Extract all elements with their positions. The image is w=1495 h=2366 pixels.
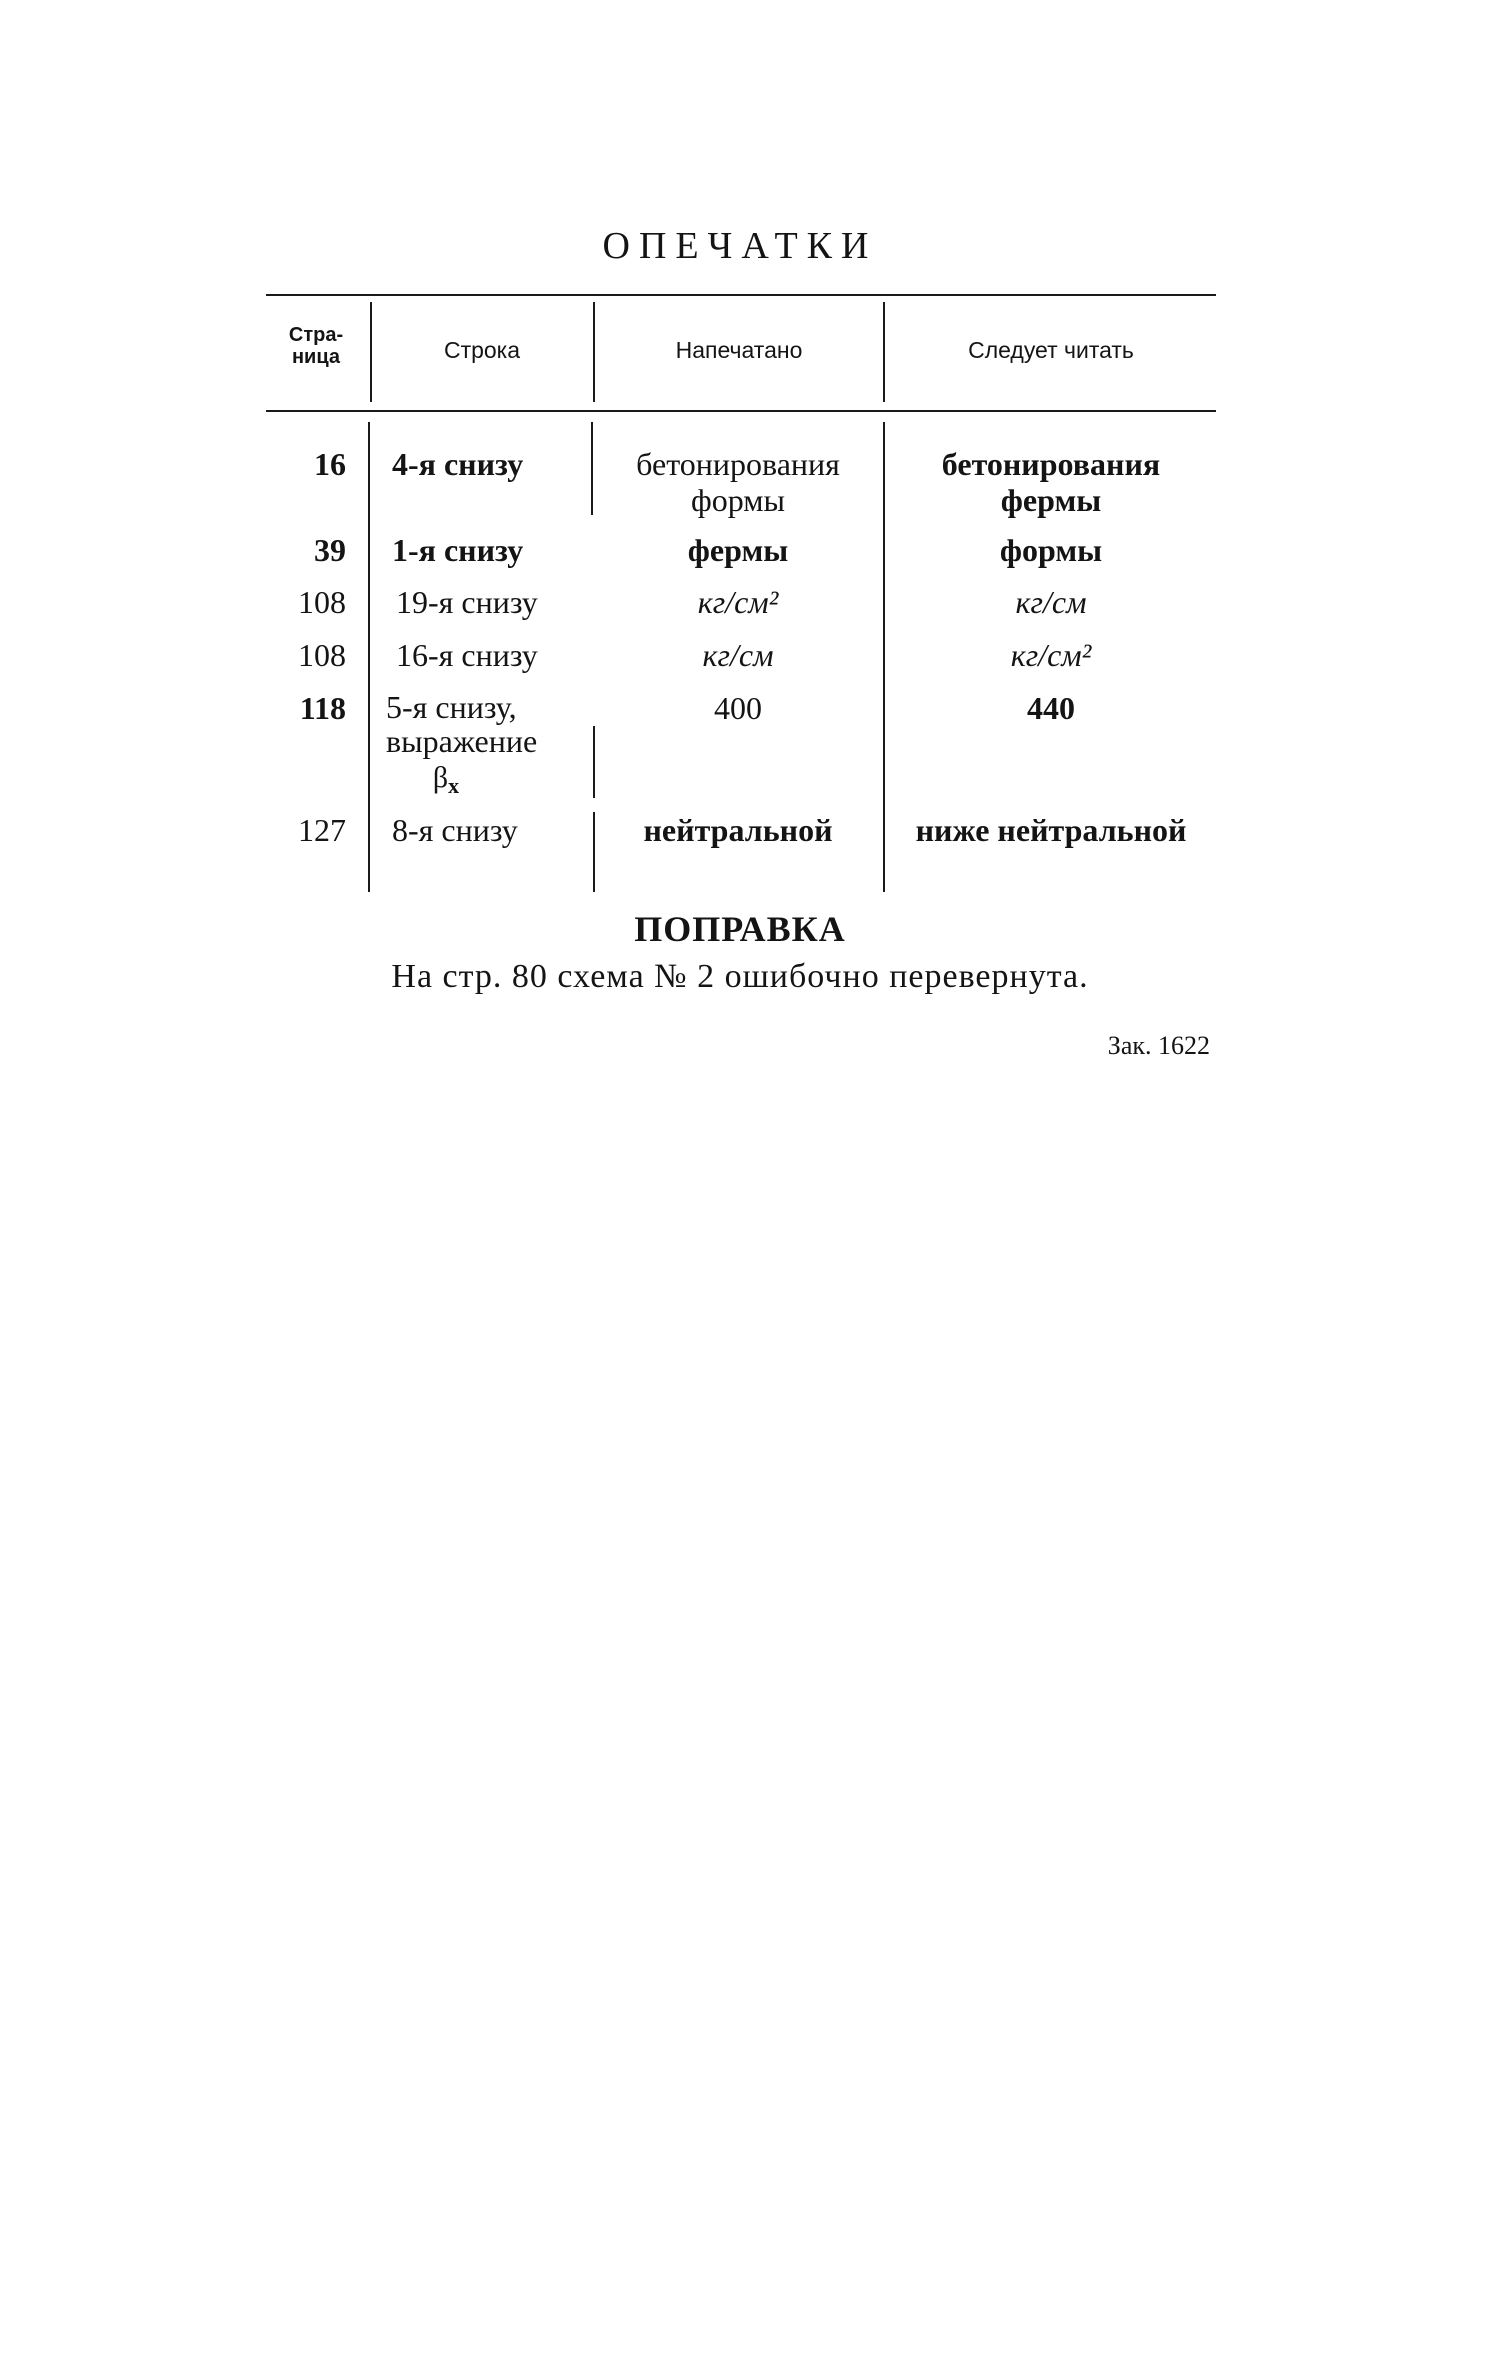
table-row-page: 127 [298, 812, 346, 848]
table-row-page: 39 [314, 532, 346, 568]
table-row-line: 8-я снизу [392, 812, 518, 848]
column-divider [368, 422, 370, 892]
table-row-printed: нейтральной [643, 812, 833, 848]
table-row-page: 16 [314, 446, 346, 482]
table-top-rule [266, 294, 1216, 296]
header-page: Стра- ница [288, 324, 344, 368]
order-number: Зак. 1622 [1107, 1031, 1210, 1060]
table-header-rule [266, 410, 1216, 412]
table-row-printed: фермы [687, 532, 789, 568]
table-row-line: 1-я снизу [392, 532, 524, 568]
table-row-line: 5-я снизу, выражение [386, 689, 538, 759]
header-should-read: Следует читать [968, 337, 1134, 363]
table-row-printed: кг/см [702, 637, 774, 673]
table-row-correct: бетонирования фермы [941, 446, 1161, 518]
table-row-printed: бетонирования формы [636, 446, 840, 518]
header-row: Строка [443, 337, 521, 363]
header-divider [883, 302, 885, 402]
errata-table [266, 294, 1216, 894]
table-row-correct: 440 [1027, 690, 1075, 726]
table-row-page: 108 [298, 637, 346, 673]
table-row-line: 19-я снизу [396, 584, 538, 620]
table-row-printed: 400 [714, 690, 762, 726]
page-title: ОПЕЧАТКИ [602, 225, 878, 267]
table-row-page: 118 [299, 690, 346, 726]
table-row-line: 16-я снизу [396, 637, 538, 673]
beta-x-symbol: $\beta_x$ [432, 761, 460, 798]
table-row-correct: ниже нейтральной [915, 812, 1187, 848]
table-row-correct: формы [999, 532, 1103, 568]
column-divider [883, 422, 885, 892]
header-printed: Напечатано [675, 337, 803, 363]
table-row-correct: кг/см² [1010, 637, 1092, 673]
amendment-title: ПОПРАВКА [634, 909, 846, 949]
header-divider [593, 302, 595, 402]
table-row-printed: кг/см² [697, 584, 779, 620]
table-row-line: 4-я снизу [392, 446, 524, 482]
table-row-correct: кг/см [1015, 584, 1087, 620]
amendment-text: На стр. 80 схема № 2 ошибочно перевернута. [391, 958, 1089, 995]
table-row-page: 108 [298, 584, 346, 620]
